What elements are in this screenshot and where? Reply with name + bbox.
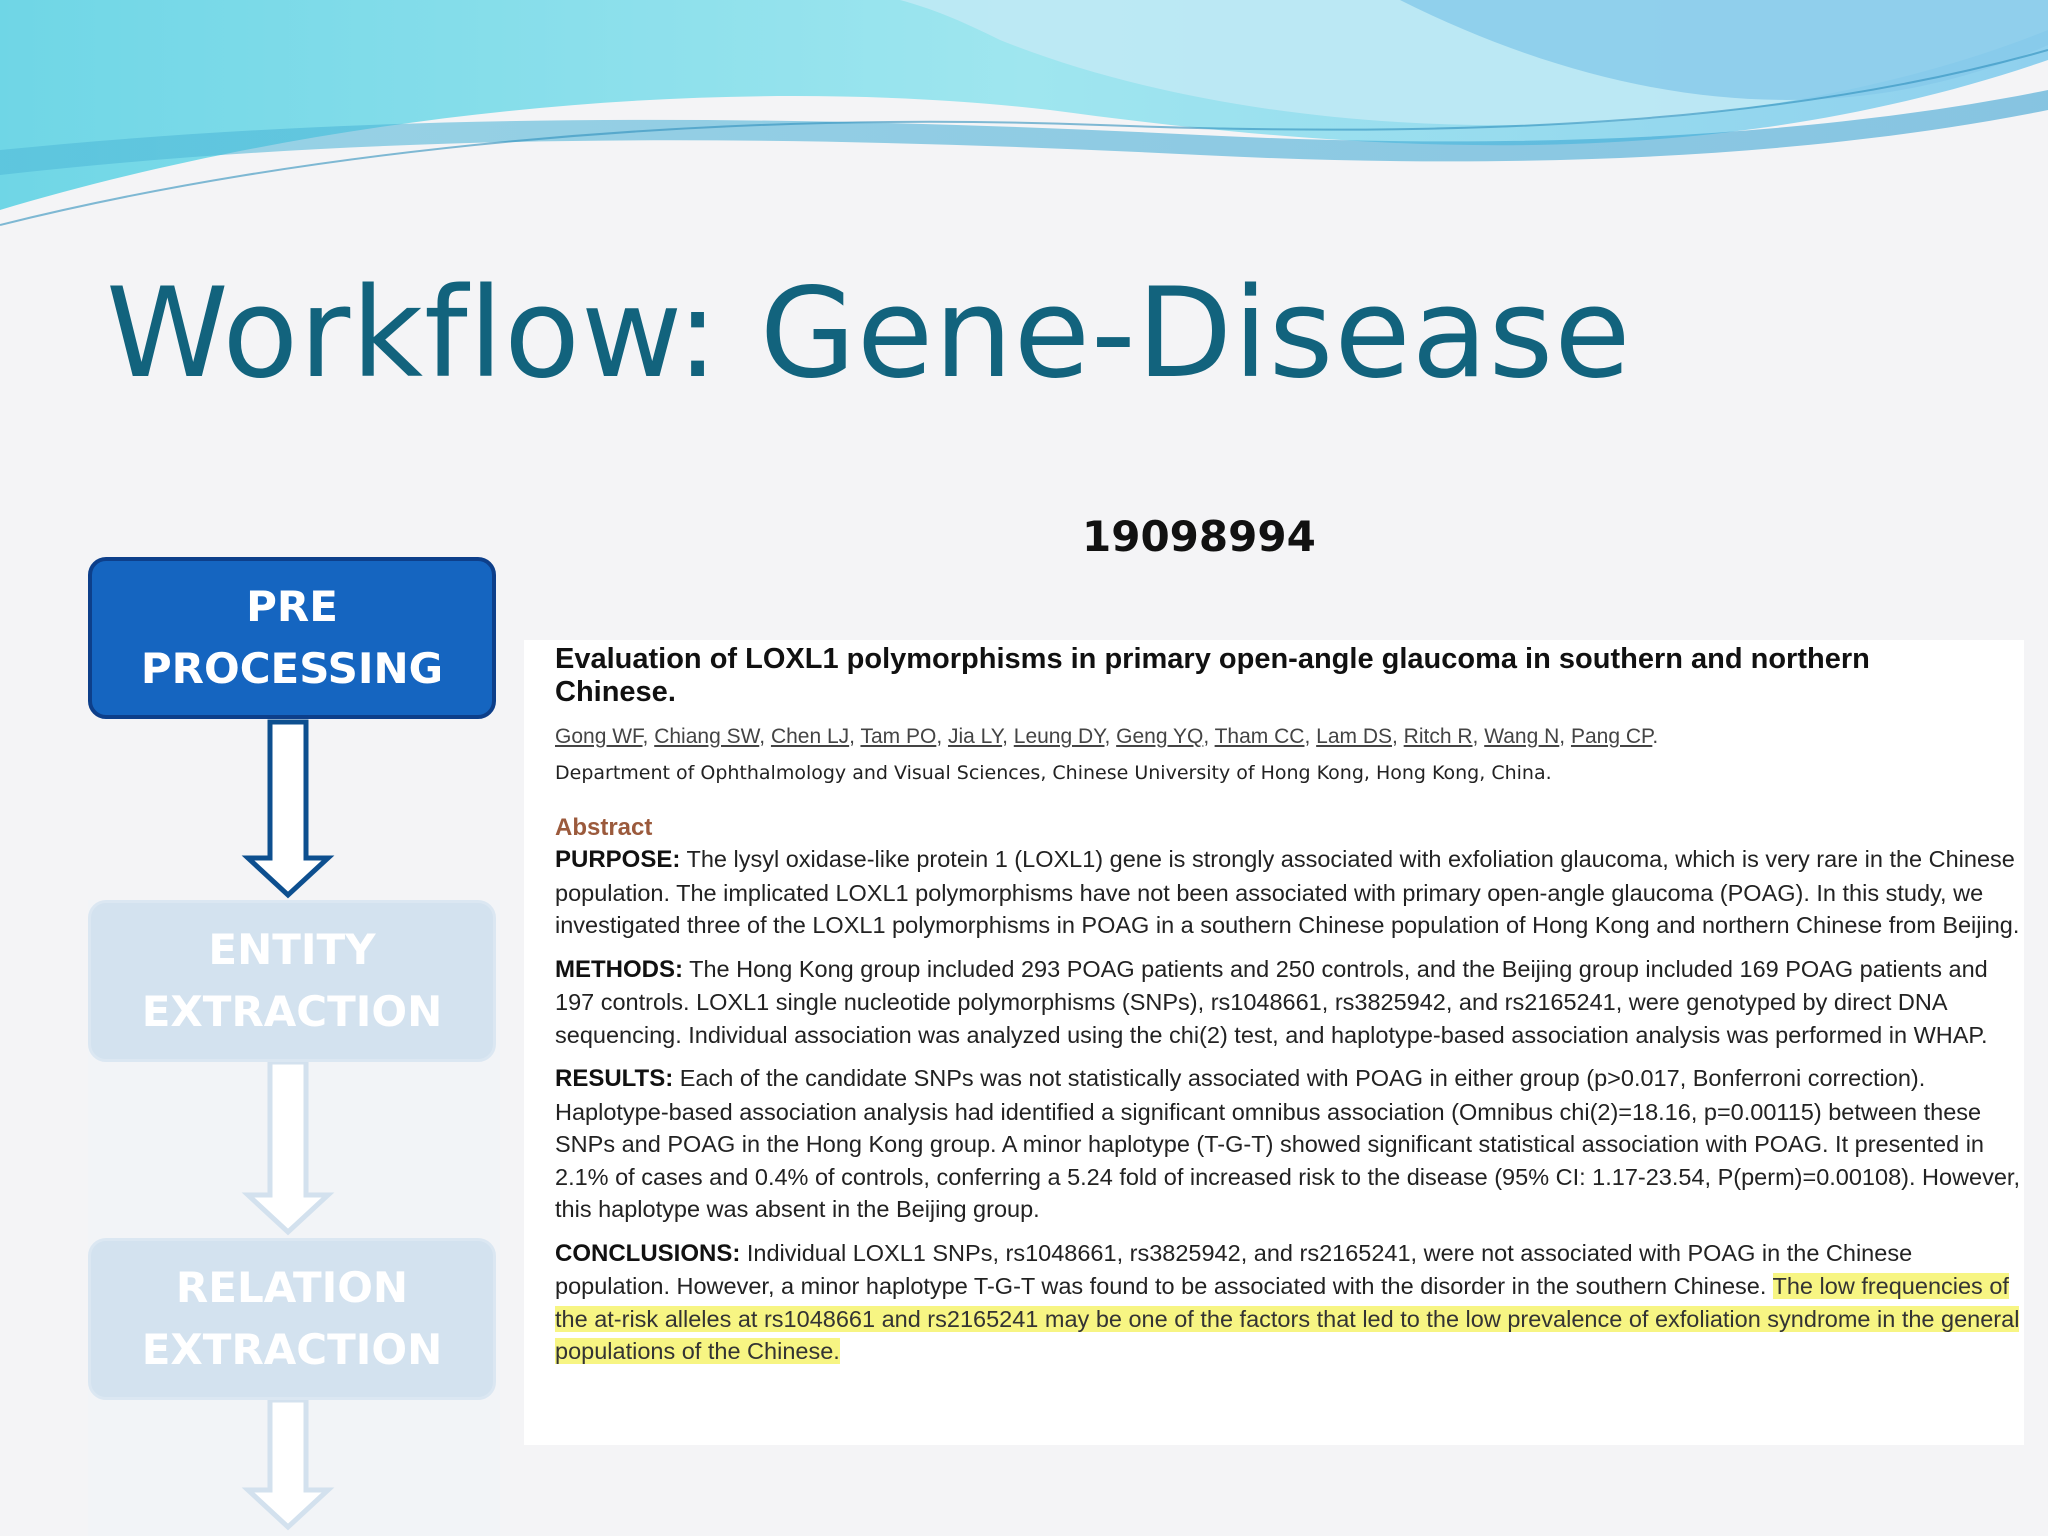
purpose-text: The lysyl oxidase-like protein 1 (LOXL1) gene is strongly associated with exfoliation glaucoma, which is very rare in the Chinese population. The implicated LOXL1 polymorphisms have not been associated with primary open-angle glaucoma (POAG). In this study, we investigated three of the LOXL1 polymorphisms in POAG in a southern Chinese population of Hong Kong and northern Chinese from Beijing. xyxy=(555,846,2020,938)
author-link[interactable]: Jia LY xyxy=(947,725,1003,748)
arrow-relation-to-next xyxy=(248,1400,328,1527)
author-link[interactable]: Leung DY xyxy=(1013,725,1105,748)
results-text: Each of the candidate SNPs was not statistically associated with POAG in either group (p>0.017, Bonferroni correction). Haplotype-based association analysis had identified a significant omnibus association (Omnibus chi(2)=18.16, p=0.00115) between these SNPs and POAG in the Hong Kong group. A minor haplotype (T-G-T) showed significant statistical association with POAG. It presented in 2.1% of cases and 0.4% of controls, conferring a 5.24 fold of increased risk to the disease (95% CI: 1.17-23.54, P(perm)=0.00108). However, this haplotype was absent in the Beijing group. xyxy=(555,1065,2020,1222)
arrow-entity-to-relation xyxy=(248,1062,328,1232)
conclusions-label: CONCLUSIONS: xyxy=(555,1239,741,1267)
step-entity-line1: ENTITY xyxy=(208,925,376,974)
results-section xyxy=(555,1062,2025,1226)
step-entity-line2: EXTRACTION xyxy=(141,987,443,1036)
author-link[interactable]: Pang CP xyxy=(1570,725,1653,748)
slide-title: Workflow: Gene-Disease xyxy=(106,262,1632,406)
step-preprocessing[interactable] xyxy=(88,557,496,719)
step-relation-line1: RELATION xyxy=(175,1263,409,1312)
author-link[interactable]: Tham CC xyxy=(1214,725,1305,748)
paper-title: Evaluation of LOXL1 polymorphisms in primary open-angle glaucoma in southern and northern Chinese. xyxy=(555,643,1870,708)
author-link[interactable]: Tam PO xyxy=(860,725,937,748)
arrow-preprocessing-to-entity xyxy=(248,722,328,895)
author-link[interactable]: Geng YQ xyxy=(1116,725,1204,748)
author-link[interactable]: Gong WF xyxy=(555,725,643,748)
workflow-diagram xyxy=(0,0,520,1536)
conclusions-text: Individual LOXL1 SNPs, rs1048661, rs3825942, and rs2165241, were not associated with POAG in the Chinese population. However, a minor haplotype T-G-T was found to be associated with the disorder in the southern Chinese. xyxy=(555,1239,1913,1299)
methods-section xyxy=(555,953,2025,1052)
step-preprocessing-line2: PROCESSING xyxy=(140,644,444,693)
paper-abstract-panel xyxy=(524,640,2024,1445)
step-relation-extraction[interactable] xyxy=(88,1238,496,1400)
abstract-heading: Abstract xyxy=(555,814,653,841)
author-link[interactable]: Lam DS xyxy=(1316,725,1392,748)
results-label: RESULTS: xyxy=(555,1065,674,1092)
step-entity-extraction[interactable] xyxy=(88,900,496,1062)
author-link[interactable]: Chen LJ xyxy=(770,725,850,748)
affiliation: Department of Ophthalmology and Visual Sciences, Chinese University of Hong Kong, Hong Kong, China. xyxy=(555,762,1552,784)
pmid-label: 19098994 xyxy=(1082,512,1316,561)
highlighted-sentence: The low frequencies of the at-risk alleles at rs1048661 and rs2165241 may be one of the factors that led to the low prevalence of exfoliation syndrome in the general populations of the Chinese. xyxy=(555,1273,2020,1364)
author-link[interactable]: Chiang SW xyxy=(654,725,760,748)
author-link[interactable]: Ritch R xyxy=(1403,725,1473,748)
author-list: Gong WF, Chiang SW, Chen LJ, Tam PO, Jia LY, Leung DY, Geng YQ, Tham CC, Lam DS, Ritch R, Wang N, Pang CP. xyxy=(555,725,1659,748)
step-relation-line2: EXTRACTION xyxy=(141,1325,443,1374)
step-preprocessing-line1: PRE xyxy=(246,582,338,631)
methods-label: METHODS: xyxy=(555,955,683,983)
methods-text: The Hong Kong group included 293 POAG patients and 250 controls, and the Beijing group included 169 POAG patients and 197 controls. LOXL1 single nucleotide polymorphisms (SNPs), rs1048661, rs3825942, and rs2165241, were genotyped by direct DNA sequencing. Individual association was analyzed using the chi(2) test, and haplotype-based association analysis was performed in WHAP. xyxy=(555,955,1988,1048)
author-link[interactable]: Wang N xyxy=(1484,725,1560,748)
purpose-section xyxy=(555,843,2025,942)
purpose-label: PURPOSE: xyxy=(555,846,681,873)
conclusions-section xyxy=(555,1237,2025,1368)
